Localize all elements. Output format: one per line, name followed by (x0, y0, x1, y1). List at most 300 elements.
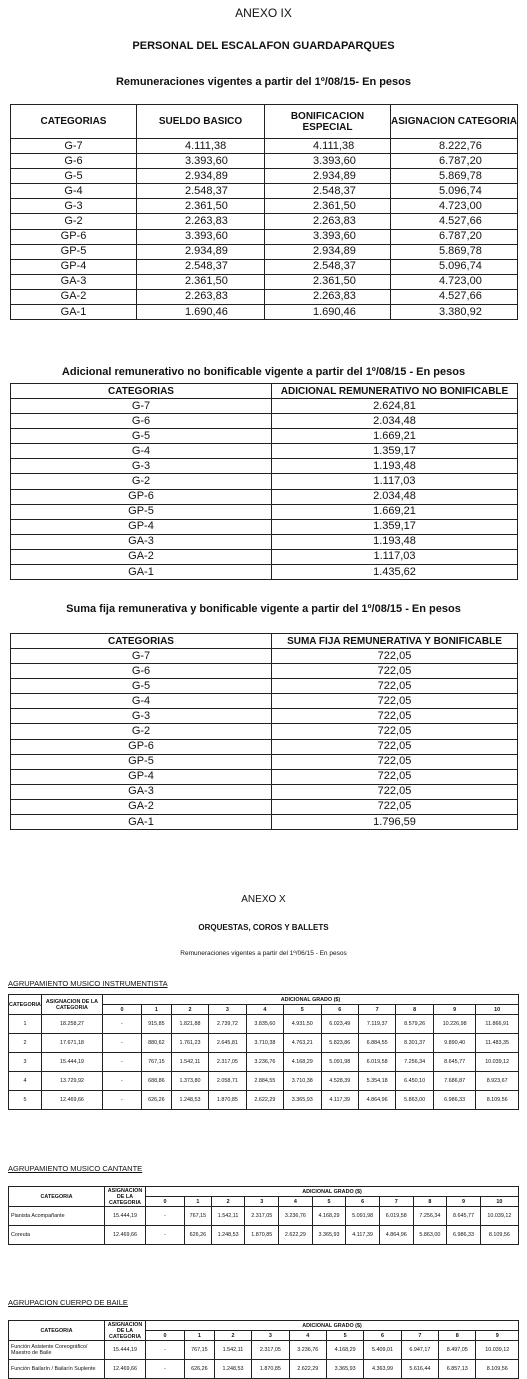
value-cell: 722,05 (272, 739, 518, 754)
category-cell: G-2 (11, 474, 272, 489)
table-row (11, 709, 518, 724)
value-cell: 1.690,46 (265, 305, 391, 320)
value-cell: 1.542,11 (211, 1207, 245, 1226)
table-row (11, 549, 518, 564)
category-cell: GA-3 (11, 274, 137, 289)
table-row (11, 754, 518, 769)
grade-header: 6 (321, 1005, 358, 1015)
value-cell: 2.263,83 (265, 289, 391, 304)
value-cell: 2.361,50 (137, 199, 265, 214)
value-cell: 4.763,21 (284, 1034, 321, 1053)
value-cell: - (102, 1091, 141, 1110)
grade-header: 1 (185, 1331, 215, 1341)
sec1-title: AGRUPAMIENTO MUSICO INSTRUMENTISTA (8, 979, 168, 988)
table-row (11, 184, 518, 199)
col-categoria: CATEGORIA (9, 995, 42, 1015)
value-cell: 4.168,29 (326, 1341, 363, 1360)
value-cell: 6.019,58 (379, 1207, 413, 1226)
value-cell: 9.890,40 (433, 1034, 476, 1053)
value-cell: 2.317,05 (209, 1053, 246, 1072)
grade-header: 8 (413, 1197, 447, 1207)
value-cell: 4.527,66 (391, 289, 518, 304)
anexo9-subtitle: PERSONAL DEL ESCALAFON GUARDAPARQUES (132, 40, 395, 52)
value-cell: 5.091,98 (321, 1053, 358, 1072)
category-cell: GA-1 (11, 565, 272, 580)
grade-header: 4 (279, 1197, 313, 1207)
value-cell: 3.710,38 (284, 1072, 321, 1091)
category-cell: G-5 (11, 169, 137, 184)
table-row (11, 429, 518, 444)
table-row (11, 519, 518, 534)
category-cell: 5 (9, 1091, 42, 1110)
value-cell: - (102, 1053, 141, 1072)
value-cell: 2.317,05 (252, 1341, 289, 1360)
value-cell: 2.034,48 (272, 489, 518, 504)
value-cell: 8.645,77 (447, 1207, 481, 1226)
grade-header: 2 (211, 1197, 245, 1207)
value-cell: - (102, 1034, 141, 1053)
col-sueldo-basico: SUELDO BASICO (137, 105, 265, 139)
value-cell: 2.361,50 (265, 274, 391, 289)
value-cell: 722,05 (272, 694, 518, 709)
value-cell: 2.884,55 (246, 1072, 283, 1091)
grade-header: 9 (433, 1005, 476, 1015)
value-cell: 1.870,85 (209, 1091, 246, 1110)
value-cell: 8.109,56 (476, 1091, 519, 1110)
col-adicional-grado: ADICIONAL GRADO ($) (102, 995, 518, 1005)
col-suma-fija: SUMA FIJA REMUNERATIVA Y BONIFICABLE (272, 634, 518, 649)
t3-caption: Suma fija remunerativa y bonificable vigente a partir del 1º/08/15 - En pesos (66, 603, 461, 615)
category-cell: G-4 (11, 184, 137, 199)
table-row (11, 799, 518, 814)
category-cell: GA-2 (11, 799, 272, 814)
value-cell: 8.301,37 (396, 1034, 433, 1053)
value-cell: 2.548,37 (265, 184, 391, 199)
category-cell: G-7 (11, 399, 272, 414)
value-cell: - (146, 1341, 185, 1360)
value-cell: 4.168,29 (312, 1207, 346, 1226)
category-cell: G-4 (11, 694, 272, 709)
value-cell: 2.317,05 (245, 1207, 279, 1226)
value-cell: 2.934,89 (265, 244, 391, 259)
value-cell: 1.821,88 (171, 1015, 208, 1034)
table-row (11, 724, 518, 739)
value-cell: 4.111,38 (265, 139, 391, 154)
value-cell: 6.787,20 (391, 229, 518, 244)
sec3-title: AGRUPACION CUERPO DE BAILE (8, 1298, 128, 1307)
value-cell: 915,85 (141, 1015, 171, 1034)
category-cell: GA-2 (11, 289, 137, 304)
category-cell: G-7 (11, 649, 272, 664)
grade-header: 4 (246, 1005, 283, 1015)
table-row (11, 229, 518, 244)
value-cell: 3.393,60 (137, 229, 265, 244)
table-row (11, 694, 518, 709)
value-cell: 5.823,86 (321, 1034, 358, 1053)
col-categorias: CATEGORIAS (11, 634, 272, 649)
value-cell: 2.548,37 (137, 259, 265, 274)
value-cell: 5.354,18 (358, 1072, 395, 1091)
value-cell: 12.469,66 (105, 1360, 146, 1379)
value-cell: 2.361,50 (137, 274, 265, 289)
value-cell: 13.729,92 (41, 1072, 102, 1091)
table-header-row (9, 1187, 519, 1197)
value-cell: 1.669,21 (272, 429, 518, 444)
table-row (9, 1015, 519, 1034)
table-row (11, 739, 518, 754)
category-cell: Coreuta (9, 1226, 105, 1245)
value-cell: 1.796,59 (272, 815, 518, 830)
value-cell: 767,15 (141, 1053, 171, 1072)
value-cell: 7.256,34 (396, 1053, 433, 1072)
value-cell: 2.645,81 (209, 1034, 246, 1053)
value-cell: 4.111,38 (137, 139, 265, 154)
anexo10-subtitle: ORQUESTAS, COROS Y BALLETS (198, 923, 329, 932)
value-cell: 4.527,66 (391, 214, 518, 229)
value-cell: 2.934,89 (265, 169, 391, 184)
value-cell: 11.483,35 (476, 1034, 519, 1053)
value-cell: 4.723,00 (391, 274, 518, 289)
value-cell: 4.117,39 (346, 1226, 380, 1245)
value-cell: 3.236,76 (289, 1341, 326, 1360)
value-cell: 1.761,23 (171, 1034, 208, 1053)
table-header-row (9, 995, 519, 1005)
value-cell: - (102, 1072, 141, 1091)
table-row (11, 274, 518, 289)
value-cell: 2.739,72 (209, 1015, 246, 1034)
grade-header: 5 (312, 1197, 346, 1207)
table-row (9, 1072, 519, 1091)
value-cell: 5.863,00 (396, 1091, 433, 1110)
value-cell: 722,05 (272, 754, 518, 769)
remuneraciones-table (10, 104, 518, 320)
grade-header: 0 (146, 1197, 185, 1207)
value-cell: 2.622,29 (279, 1226, 313, 1245)
category-cell: G-6 (11, 154, 137, 169)
value-cell: 3.835,60 (246, 1015, 283, 1034)
category-cell: GA-1 (11, 305, 137, 320)
value-cell: 7.119,37 (358, 1015, 395, 1034)
grade-header: 7 (358, 1005, 395, 1015)
col-asignacion: ASIGNACION DE LA CATEGORIA (105, 1321, 146, 1341)
category-cell: GP-4 (11, 519, 272, 534)
value-cell: 6.857,13 (439, 1360, 476, 1379)
col-adicional-grado: ADICIONAL GRADO ($) (146, 1321, 519, 1331)
value-cell: 4.168,29 (284, 1053, 321, 1072)
value-cell: 1.435,62 (272, 565, 518, 580)
value-cell: 12.469,66 (105, 1226, 146, 1245)
value-cell: 3.393,60 (265, 229, 391, 244)
value-cell: 722,05 (272, 664, 518, 679)
value-cell: 1.248,53 (211, 1226, 245, 1245)
value-cell: 2.548,37 (265, 259, 391, 274)
value-cell: 2.622,29 (289, 1360, 326, 1379)
value-cell: 4.723,00 (391, 199, 518, 214)
value-cell: 1.193,48 (272, 534, 518, 549)
grade-header: 6 (364, 1331, 401, 1341)
value-cell: 1.542,11 (214, 1341, 251, 1360)
value-cell: 626,26 (141, 1091, 171, 1110)
value-cell: 2.034,48 (272, 414, 518, 429)
value-cell: 722,05 (272, 784, 518, 799)
category-cell: 2 (9, 1034, 42, 1053)
value-cell: 5.096,74 (391, 259, 518, 274)
value-cell: 1.248,53 (171, 1091, 208, 1110)
table-header-row (11, 105, 518, 139)
category-cell: G-4 (11, 444, 272, 459)
table-row (11, 679, 518, 694)
grade-header: 10 (480, 1197, 518, 1207)
category-cell: G-5 (11, 679, 272, 694)
category-cell: G-3 (11, 199, 137, 214)
col-asignacion: ASIGNACION DE LA CATEGORIA (41, 995, 102, 1015)
value-cell: 2.934,89 (137, 244, 265, 259)
table-row (11, 289, 518, 304)
grade-header: 8 (439, 1331, 476, 1341)
value-cell: 2.263,83 (265, 214, 391, 229)
value-cell: 2.058,71 (209, 1072, 246, 1091)
value-cell: 6.450,10 (396, 1072, 433, 1091)
value-cell: 722,05 (272, 799, 518, 814)
col-bonificacion: BONIFICACION ESPECIAL (265, 105, 391, 139)
value-cell: 3.365,93 (312, 1226, 346, 1245)
value-cell: 1.359,17 (272, 519, 518, 534)
value-cell: 5.869,78 (391, 169, 518, 184)
category-cell: G-6 (11, 414, 272, 429)
table-row (11, 244, 518, 259)
value-cell: 3.710,38 (246, 1034, 283, 1053)
value-cell: 6.986,33 (433, 1091, 476, 1110)
table-row (11, 474, 518, 489)
value-cell: 1.193,48 (272, 459, 518, 474)
anexo9-title: ANEXO IX (235, 6, 292, 20)
value-cell: 8.109,56 (480, 1226, 518, 1245)
table-row (11, 664, 518, 679)
category-cell: GP-4 (11, 769, 272, 784)
category-cell: G-3 (11, 709, 272, 724)
table-row (11, 169, 518, 184)
grade-header: 3 (245, 1197, 279, 1207)
value-cell: 626,26 (185, 1360, 215, 1379)
value-cell: 6.787,20 (391, 154, 518, 169)
value-cell: 722,05 (272, 679, 518, 694)
category-cell: GA-3 (11, 784, 272, 799)
value-cell: 11.866,91 (476, 1015, 519, 1034)
table-row (11, 139, 518, 154)
value-cell: 767,15 (185, 1207, 212, 1226)
category-cell: Función Asistente Coreográfico/ Maestro de Baile (9, 1341, 105, 1360)
value-cell: 10.039,12 (476, 1053, 519, 1072)
value-cell: 10.226,98 (433, 1015, 476, 1034)
grade-header: 5 (284, 1005, 321, 1015)
grade-header: 7 (379, 1197, 413, 1207)
value-cell: 4.363,99 (364, 1360, 401, 1379)
value-cell: 3.393,60 (265, 154, 391, 169)
value-cell: 2.624,81 (272, 399, 518, 414)
grade-header: 2 (214, 1331, 251, 1341)
table-row (11, 399, 518, 414)
value-cell: 17.671,18 (41, 1034, 102, 1053)
value-cell: 1.669,21 (272, 504, 518, 519)
value-cell: 3.393,60 (137, 154, 265, 169)
category-cell: GP-6 (11, 489, 272, 504)
value-cell: 18.258,27 (41, 1015, 102, 1034)
value-cell: 722,05 (272, 769, 518, 784)
value-cell: 1.248,53 (214, 1360, 251, 1379)
value-cell: 12.469,66 (41, 1091, 102, 1110)
table-row (9, 1207, 519, 1226)
category-cell: GP-5 (11, 754, 272, 769)
table-row (11, 199, 518, 214)
table-row (9, 1360, 519, 1379)
value-cell: - (146, 1360, 185, 1379)
category-cell: GA-1 (11, 815, 272, 830)
value-cell: 1.870,85 (245, 1226, 279, 1245)
table-row (11, 154, 518, 169)
value-cell: 722,05 (272, 649, 518, 664)
value-cell: 2.548,37 (137, 184, 265, 199)
grade-header: 6 (346, 1197, 380, 1207)
value-cell: 1.359,17 (272, 444, 518, 459)
table-header-row (11, 634, 518, 649)
value-cell: - (102, 1015, 141, 1034)
value-cell: 4.864,96 (358, 1091, 395, 1110)
value-cell: - (146, 1207, 185, 1226)
value-cell: 1.117,03 (272, 549, 518, 564)
table-row (9, 1091, 519, 1110)
grade-header: 3 (209, 1005, 246, 1015)
value-cell: 5.091,98 (346, 1207, 380, 1226)
value-cell: 3.365,93 (326, 1360, 363, 1379)
value-cell: 3.380,92 (391, 305, 518, 320)
value-cell: 1.542,11 (171, 1053, 208, 1072)
grade-header: 7 (401, 1331, 438, 1341)
grade-header: 1 (185, 1197, 212, 1207)
col-adicional-grado: ADICIONAL GRADO ($) (146, 1187, 519, 1197)
grade-header: 4 (289, 1331, 326, 1341)
col-categorias: CATEGORIAS (11, 105, 137, 139)
category-cell: G-3 (11, 459, 272, 474)
table-row (11, 504, 518, 519)
value-cell: 6.884,55 (358, 1034, 395, 1053)
value-cell: 1.373,80 (171, 1072, 208, 1091)
value-cell: 7.686,87 (433, 1072, 476, 1091)
category-cell: G-6 (11, 664, 272, 679)
category-cell: GP-6 (11, 739, 272, 754)
value-cell: 10.039,12 (480, 1207, 518, 1226)
value-cell: 5.869,78 (391, 244, 518, 259)
grade-header: 10 (476, 1005, 519, 1015)
value-cell: 1.870,85 (252, 1360, 289, 1379)
col-categoria: CATEGORIA (9, 1187, 105, 1207)
value-cell: 4.931,50 (284, 1015, 321, 1034)
value-cell: 2.361,50 (265, 199, 391, 214)
table-header-row (11, 384, 518, 399)
adicional-table (10, 383, 518, 580)
value-cell: 626,26 (185, 1226, 212, 1245)
grade-header: 8 (396, 1005, 433, 1015)
value-cell: 1.117,03 (272, 474, 518, 489)
t1-caption: Remuneraciones vigentes a partir del 1º/08/15- En pesos (115, 76, 412, 88)
table-row (11, 815, 518, 830)
category-cell: G-2 (11, 214, 137, 229)
category-cell: Función Bailarín / Bailarín Suplente (9, 1360, 105, 1379)
value-cell: 8.109,56 (476, 1360, 519, 1379)
value-cell: 2.263,83 (137, 289, 265, 304)
value-cell: 3.236,76 (279, 1207, 313, 1226)
value-cell: 15.444,19 (105, 1341, 146, 1360)
table-row (11, 489, 518, 504)
instrumentista-table (8, 994, 519, 1110)
t2-caption: Adicional remunerativo no bonificable vigente a partir del 1º/08/15 - En pesos (61, 366, 466, 378)
table-header-row (9, 1321, 519, 1331)
grade-header: 2 (171, 1005, 208, 1015)
anexo10-caption: Remuneraciones vigentes a partir del 1º/06/15 - En pesos (180, 950, 347, 957)
table-row (11, 649, 518, 664)
value-cell: 767,15 (185, 1341, 215, 1360)
category-cell: 1 (9, 1015, 42, 1034)
cantante-table (8, 1186, 519, 1245)
value-cell: 6.947,17 (401, 1341, 438, 1360)
value-cell: 8.923,67 (476, 1072, 519, 1091)
table-row (9, 1341, 519, 1360)
value-cell: 3.365,93 (284, 1091, 321, 1110)
suma-fija-table (10, 633, 518, 830)
table-row (11, 534, 518, 549)
value-cell: 8.579,26 (396, 1015, 433, 1034)
category-cell: GP-6 (11, 229, 137, 244)
value-cell: 722,05 (272, 709, 518, 724)
value-cell: 15.444,19 (105, 1207, 146, 1226)
category-cell: Pianista Acompañante (9, 1207, 105, 1226)
col-adicional: ADICIONAL REMUNERATIVO NO BONIFICABLE (272, 384, 518, 399)
cuerpo-baile-table (8, 1320, 519, 1379)
category-cell: 3 (9, 1053, 42, 1072)
value-cell: 5.409,01 (364, 1341, 401, 1360)
value-cell: 2.934,89 (137, 169, 265, 184)
col-asignacion: ASIGNACION CATEGORIA (391, 105, 518, 139)
value-cell: 688,86 (141, 1072, 171, 1091)
table-row (11, 769, 518, 784)
value-cell: 3.236,76 (246, 1053, 283, 1072)
value-cell: 5.863,00 (413, 1226, 447, 1245)
table-row (9, 1053, 519, 1072)
value-cell: 15.444,19 (41, 1053, 102, 1072)
table-row (11, 459, 518, 474)
value-cell: 2.263,83 (137, 214, 265, 229)
category-cell: G-2 (11, 724, 272, 739)
category-cell: GP-5 (11, 244, 137, 259)
value-cell: - (146, 1226, 185, 1245)
value-cell: 8.497,05 (439, 1341, 476, 1360)
value-cell: 6.019,58 (358, 1053, 395, 1072)
anexo10-title: ANEXO X (241, 894, 286, 905)
col-asignacion: ASIGNACION DE LA CATEGORIA (105, 1187, 146, 1207)
value-cell: 4.117,39 (321, 1091, 358, 1110)
table-row (11, 565, 518, 580)
value-cell: 6.986,33 (447, 1226, 481, 1245)
value-cell: 5.096,74 (391, 184, 518, 199)
col-categorias: CATEGORIAS (11, 384, 272, 399)
grade-header: 1 (141, 1005, 171, 1015)
grade-header: 0 (146, 1331, 185, 1341)
table-row (11, 784, 518, 799)
category-cell: GA-3 (11, 534, 272, 549)
table-row (11, 414, 518, 429)
table-row (11, 259, 518, 274)
value-cell: 4.864,96 (379, 1226, 413, 1245)
category-cell: G-5 (11, 429, 272, 444)
